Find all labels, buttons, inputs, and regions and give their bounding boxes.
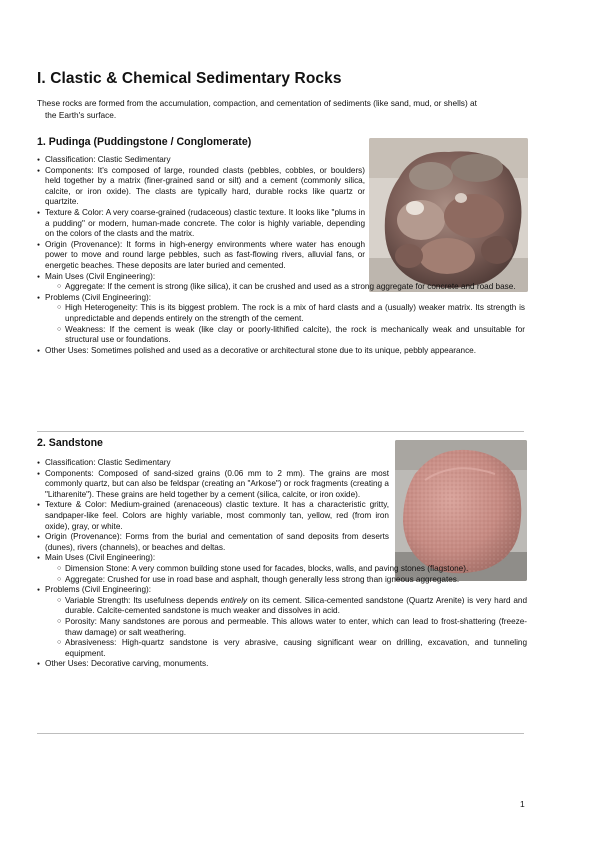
sandstone-components: ● Components: Composed of sand-sized grains (0.06 mm to 2 mm). The grains are most commonly quartz, but can also be feldspar (creating an "Arkose") or rock fragments (creating a "Litharenite"). These grains are held together by a cement (silica, calcite, or iron oxide). (37, 469, 389, 501)
sandstone-main-uses-list (45, 564, 527, 585)
pudinga-components: ● Components: It's composed of large, rounded clasts (pebbles, cobbles, or boulders) held together by a matrix (finer-grained sand or silt) and a cement (commonly silica, calcite, or iron oxide). The clasts are typically hard, durable rocks like quartz or quartzite. (37, 166, 365, 208)
section-divider (37, 733, 524, 734)
pudinga-problem-weakness: ○ Weakness: If the cement is weak (like clay or poorly-lithified calcite), the rock is mechanically weak and unsuitable for structural use or foundations. (57, 325, 525, 346)
pudinga-use-aggregate: ○ Aggregate: If the cement is strong (like silica), it can be crushed and used as a strong aggregate for concrete and road base. (57, 282, 525, 293)
variable-strength-rest: on its cement. Silica-cemented sandstone (Quartz Arenite) is very hard and durable. Calcite-cemented sandstone is much weaker and dissolves in acid. (65, 595, 527, 616)
pudinga-details-list (37, 155, 525, 356)
sandstone-problems-list (45, 596, 527, 660)
sandstone-problems-label: Problems (Civil Engineering): (45, 585, 152, 595)
sandstone-problems (37, 585, 527, 659)
sandstone-use-aggregate: ○ Aggregate: Crushed for use in road base and asphalt, though generally less strong than igneous aggregates. (57, 575, 527, 586)
intro-paragraph (37, 97, 531, 121)
pudinga-main-uses (37, 272, 525, 293)
section-heading-pudinga: 1. Pudinga (Puddingstone / Conglomerate) (37, 136, 252, 148)
sandstone-details-list (37, 458, 527, 670)
sandstone-main-uses-label: Main Uses (Civil Engineering): (45, 553, 156, 563)
page-title: I. Clastic & Chemical Sedimentary Rocks (37, 70, 342, 87)
pudinga-origin: ● Origin (Provenance): It forms in high-energy environments where water has enough power to move and round large pebbles, such as fast-flowing rivers, alluvial fans, or energetic beaches. These deposits are later buried and cemented. (37, 240, 365, 272)
pudinga-main-uses-list (45, 282, 525, 293)
pudinga-problems (37, 293, 525, 346)
pudinga-texture-color: ● Texture & Color: A very coarse-grained (rudaceous) clastic texture. It looks like "plums in a pudding" or modern, human-made concrete. The color is highly variable, depending on the colors of the clasts and the matrix. (37, 208, 365, 240)
sandstone-problem-variable-strength (57, 596, 527, 617)
pudinga-problems-label: Problems (Civil Engineering): (45, 292, 152, 302)
sandstone-use-dimension-stone: ○ Dimension Stone: A very common building stone used for facades, blocks, walls, and paving stones (flagstone). (57, 564, 527, 575)
sandstone-problem-porosity: ○ Porosity: Many sandstones are porous and permeable. This allows water to enter, which can lead to frost-shattering (freeze-thaw damage) or salt weathering. (57, 617, 527, 638)
pudinga-problems-list (45, 303, 525, 345)
variable-strength-lead: Variable Strength: Its usefulness depends (65, 595, 221, 605)
section-heading-sandstone: 2. Sandstone (37, 437, 103, 449)
sandstone-main-uses (37, 553, 527, 585)
sandstone-origin: ● Origin (Provenance): Forms from the burial and cementation of sand deposits from deserts (dunes), rivers (channels), or beaches and deltas. (37, 532, 389, 553)
pudinga-other-uses: ● Other Uses: Sometimes polished and used as a decorative or architectural stone due to its unique, pebbly appearance. (37, 346, 525, 357)
section-divider (37, 431, 524, 432)
pudinga-classification: ● Classification: Clastic Sedimentary (37, 155, 365, 166)
sandstone-other-uses: ● Other Uses: Decorative carving, monuments. (37, 659, 527, 670)
intro-line-2: the Earth's surface. (45, 110, 117, 120)
variable-strength-emphasis: entirely (220, 595, 248, 605)
sandstone-problem-abrasiveness: ○ Abrasiveness: High-quartz sandstone is very abrasive, causing significant wear on drilling, excavation, and tunneling equipment. (57, 638, 527, 659)
pudinga-problem-heterogeneity: ○ High Heterogeneity: This is its biggest problem. The rock is a mix of hard clasts and a (usually) weaker matrix. Its strength is unpredictable and depends entirely on the strength of the cement. (57, 303, 525, 324)
intro-line-1: These rocks are formed from the accumulation, compaction, and cementation of sediments (like sand, mud, or shells) at (37, 98, 477, 108)
page-number: 1 (520, 799, 525, 809)
sandstone-texture-color: ● Texture & Color: Medium-grained (arenaceous) clastic texture. It has a characteristic gritty, sandpaper-like feel. Colors are highly variable, most commonly tan, yellow, red (from iron oxide), gray, or white. (37, 500, 389, 532)
sandstone-classification: ● Classification: Clastic Sedimentary (37, 458, 389, 469)
pudinga-main-uses-label: Main Uses (Civil Engineering): (45, 271, 156, 281)
